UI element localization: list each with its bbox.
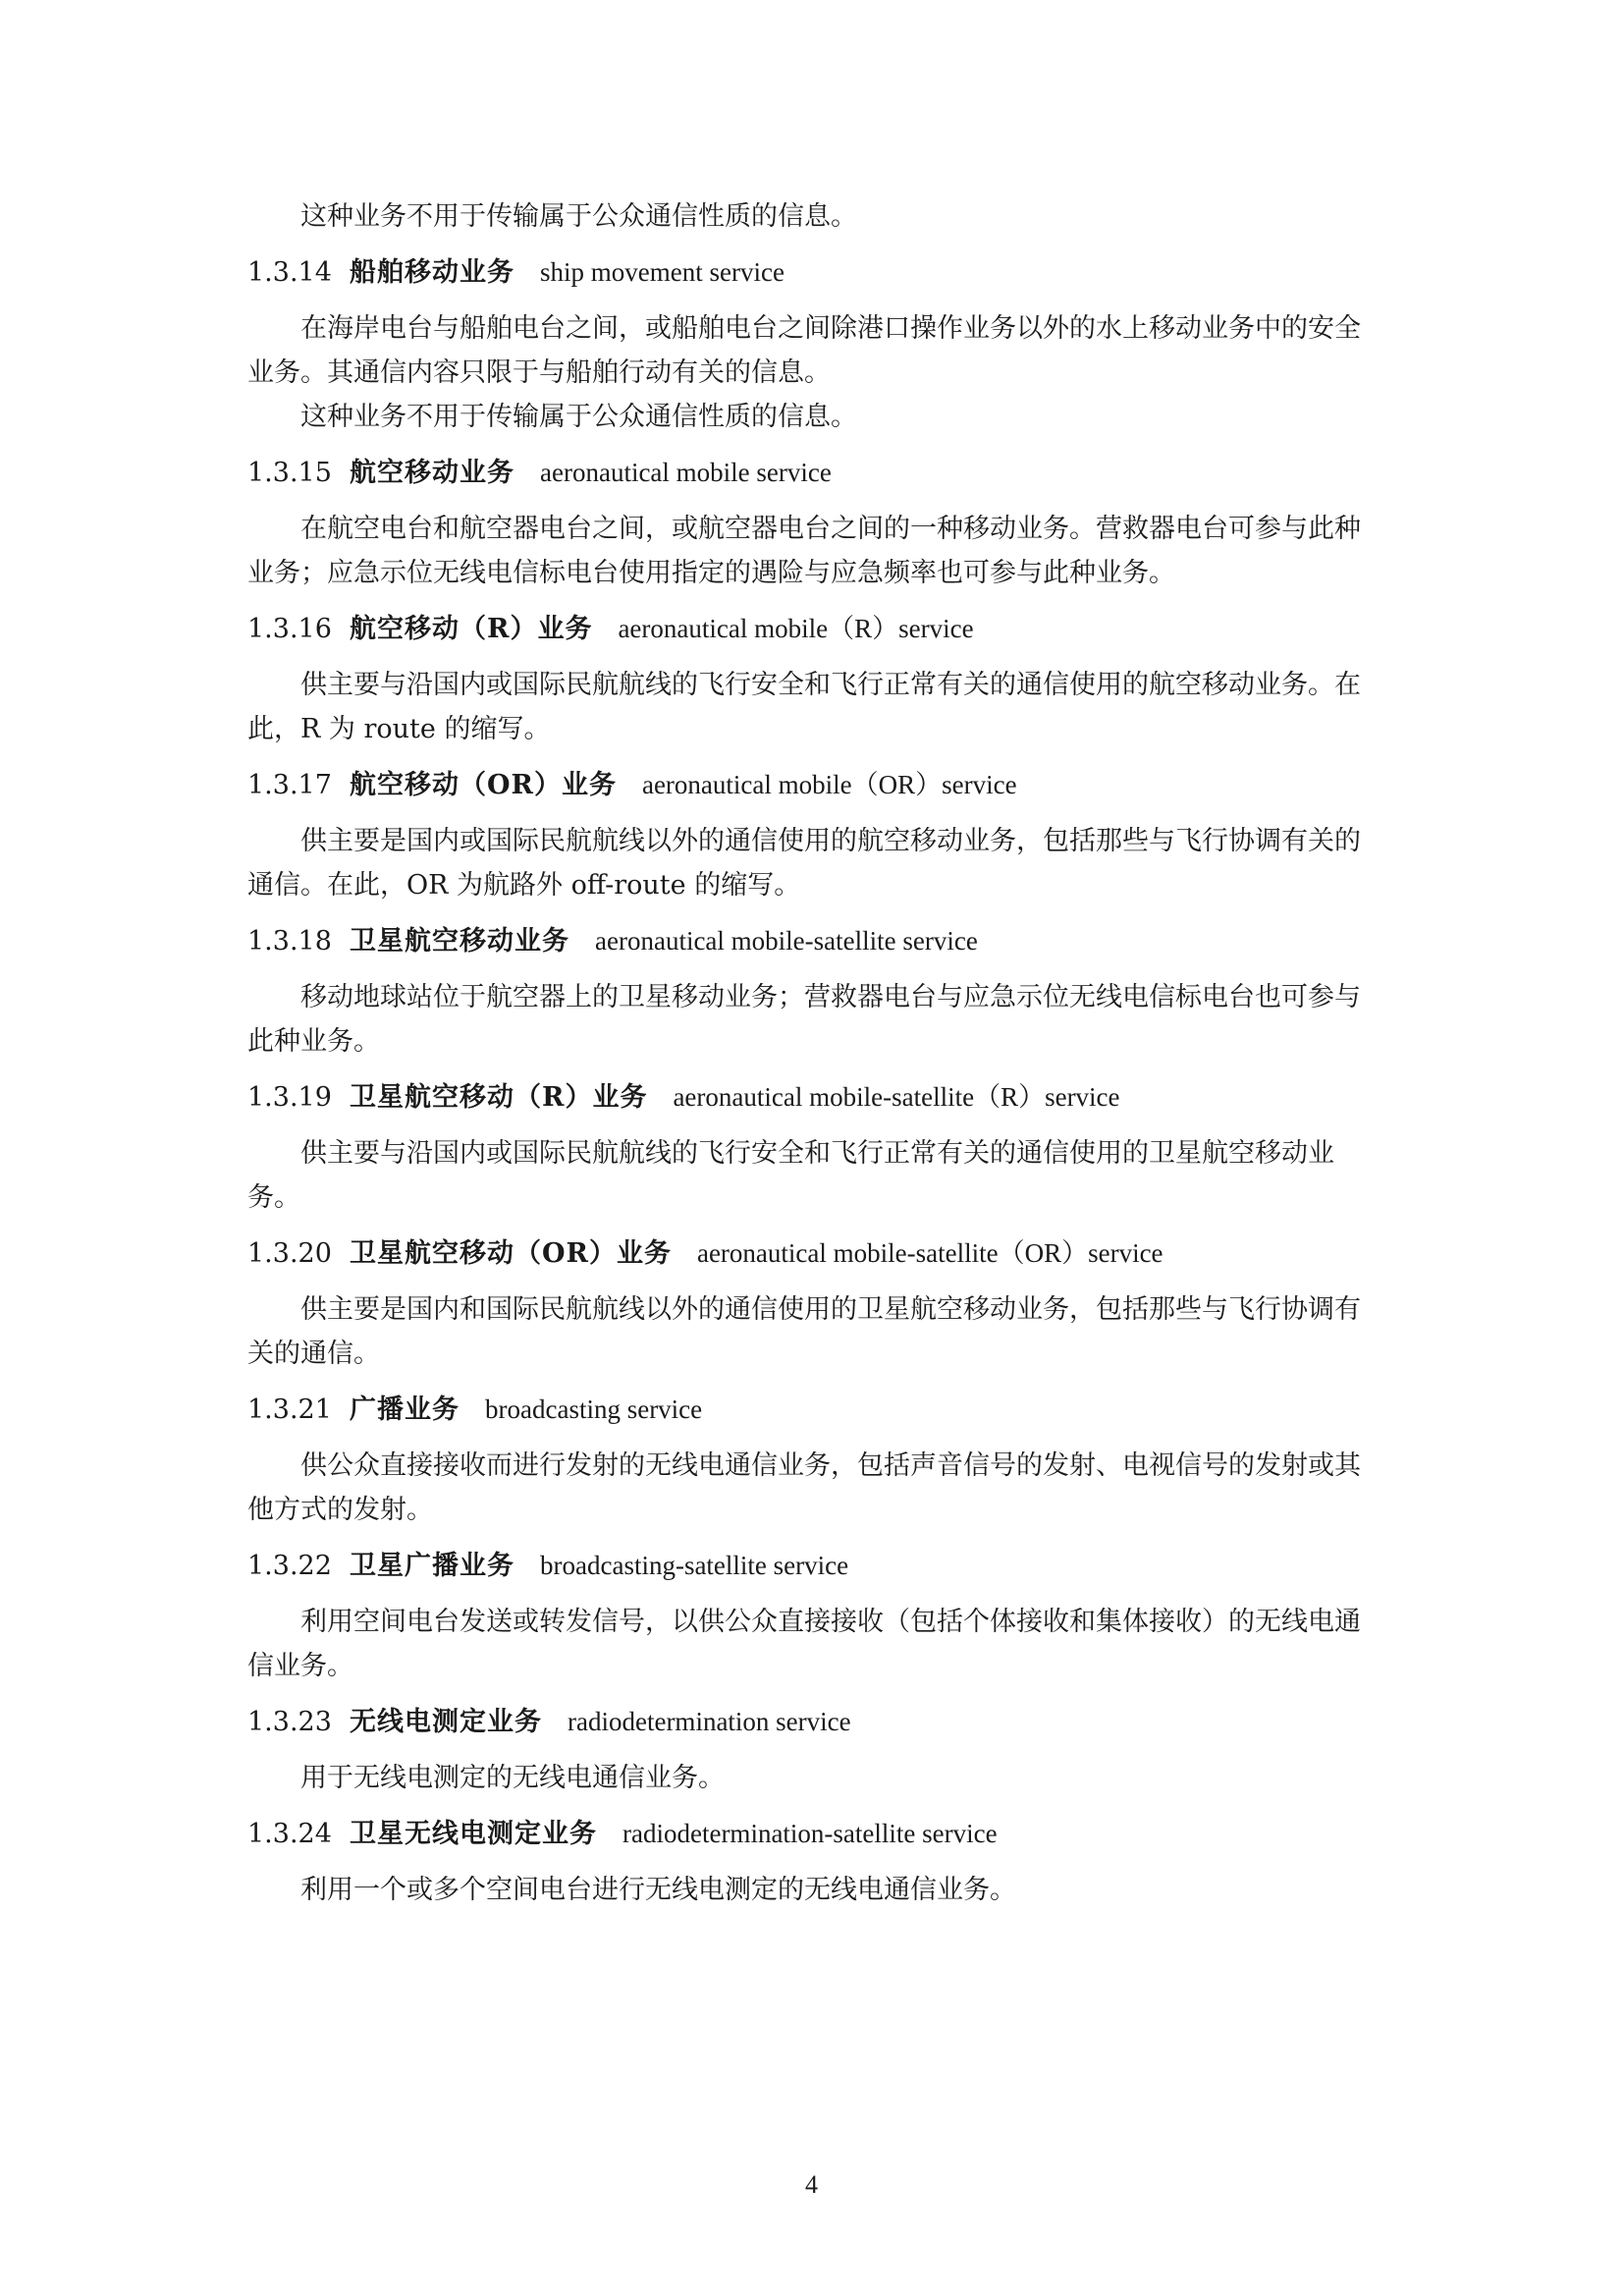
section-paragraph: 用于无线电测定的无线电通信业务。	[300, 1763, 725, 1793]
intro-paragraph: 这种业务不用于传输属于公众通信性质的信息。	[300, 201, 857, 232]
section-heading	[247, 250, 1377, 295]
section-number: 1.3.14	[247, 257, 332, 288]
section-paragraph: 利用一个或多个空间电台进行无线电测定的无线电通信业务。	[300, 1875, 1016, 1905]
section-term-en: aeronautical mobile-satellite service	[595, 926, 978, 956]
section-term-en: aeronautical mobile service	[540, 458, 832, 487]
section-paragraph: 利用空间电台发送或转发信号，以供公众直接接收（包括个体接收和集体接收）的无线电通信业务。	[247, 1607, 1361, 1681]
section-term-en: aeronautical mobile（R）service	[618, 614, 974, 643]
section-paragraph: 供主要与沿国内或国际民航航线的飞行安全和飞行正常有关的通信使用的卫星航空移动业务。	[247, 1138, 1334, 1213]
section-number: 1.3.19	[247, 1082, 332, 1113]
section-term-en: broadcasting service	[485, 1394, 703, 1424]
section-heading	[247, 763, 1377, 807]
section-term-zh: 广播业务	[350, 1394, 460, 1425]
section-term-zh: 卫星广播业务	[350, 1551, 514, 1581]
section-number: 1.3.22	[247, 1551, 332, 1581]
section-number: 1.3.21	[247, 1394, 332, 1425]
section-number: 1.3.16	[247, 614, 332, 644]
section-term-en: broadcasting-satellite service	[540, 1551, 849, 1580]
section-term-zh: 航空移动（R）业务	[350, 614, 593, 644]
section-number: 1.3.24	[247, 1819, 332, 1849]
section-paragraph: 供主要与沿国内或国际民航航线的飞行安全和飞行正常有关的通信使用的航空移动业务。在此，R 为 route 的缩写。	[247, 670, 1361, 744]
section-term-zh: 卫星航空移动（OR）业务	[350, 1238, 672, 1269]
section-heading	[247, 1388, 1377, 1432]
section-number: 1.3.18	[247, 926, 332, 957]
section-heading	[247, 1544, 1377, 1588]
section-number: 1.3.15	[247, 458, 332, 488]
section-number: 1.3.23	[247, 1707, 332, 1737]
section-heading	[247, 607, 1377, 651]
section-paragraph: 供主要是国内或国际民航航线以外的通信使用的航空移动业务，包括那些与飞行协调有关的通信。在此，OR 为航路外 off-route 的缩写。	[247, 826, 1361, 901]
section-heading	[247, 451, 1377, 495]
section-term-zh: 航空移动（OR）业务	[350, 770, 617, 800]
section-term-en: aeronautical mobile-satellite（OR）service	[696, 1238, 1163, 1268]
page-number: 4	[805, 2170, 818, 2199]
section-heading	[247, 1231, 1377, 1276]
section-heading	[247, 919, 1377, 963]
section-heading	[247, 1075, 1377, 1120]
section-term-en: aeronautical mobile-satellite（R）service	[673, 1082, 1120, 1112]
section-heading	[247, 1700, 1377, 1744]
section-term-zh: 卫星航空移动（R）业务	[350, 1082, 648, 1113]
section-paragraph: 供主要是国内和国际民航航线以外的通信使用的卫星航空移动业务，包括那些与飞行协调有关的通信。	[247, 1294, 1361, 1369]
section-term-en: radiodetermination-satellite service	[622, 1819, 998, 1848]
section-heading	[247, 1812, 1377, 1856]
section-paragraph: 移动地球站位于航空器上的卫星移动业务；营救器电台与应急示位无线电信标电台也可参与此种业务。	[247, 982, 1361, 1057]
section-number: 1.3.20	[247, 1238, 332, 1269]
section-paragraph: 供公众直接接收而进行发射的无线电通信业务，包括声音信号的发射、电视信号的发射或其他方式的发射。	[247, 1450, 1361, 1525]
section-number: 1.3.17	[247, 770, 332, 800]
section-paragraph: 在海岸电台与船舶电台之间，或船舶电台之间除港口操作业务以外的水上移动业务中的安全业务。其通信内容只限于与船舶行动有关的信息。	[247, 313, 1361, 388]
section-term-en: ship movement service	[540, 257, 784, 287]
section-term-en: radiodetermination service	[568, 1707, 851, 1736]
section-paragraph: 在航空电台和航空器电台之间，或航空器电台之间的一种移动业务。营救器电台可参与此种业务；应急示位无线电信标电台使用指定的遇险与应急频率也可参与此种业务。	[247, 514, 1361, 588]
section-term-zh: 卫星航空移动业务	[350, 926, 569, 957]
section-term-en: aeronautical mobile（OR）service	[641, 770, 1017, 799]
section-term-zh: 航空移动业务	[350, 458, 514, 488]
section-term-zh: 卫星无线电测定业务	[350, 1819, 597, 1849]
section-paragraph: 这种业务不用于传输属于公众通信性质的信息。	[300, 402, 857, 432]
section-term-zh: 无线电测定业务	[350, 1707, 542, 1737]
document-page	[247, 194, 1377, 1912]
section-term-zh: 船舶移动业务	[350, 257, 514, 288]
